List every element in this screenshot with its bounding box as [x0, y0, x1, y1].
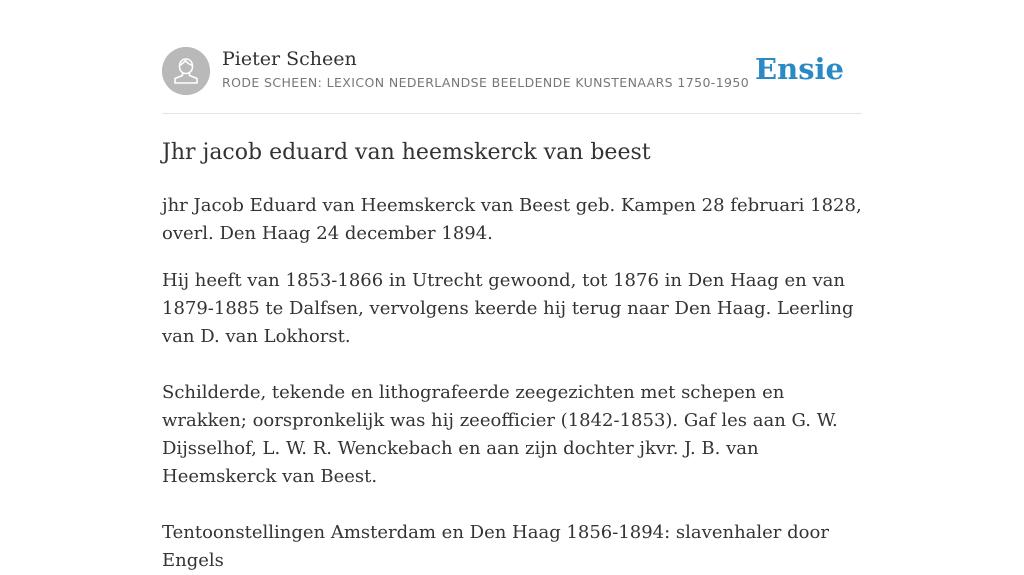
article-paragraph-3: Schilderde, tekende en lithografeerde zeegezichten met schepen en wrakken; oorspronkelijk was hij zeeofficier (1842-1853). Gaf les aan G. W. Dijsselhof, L. W. R. Wenckebach en aan zijn dochter jkvr. J. B. van Heemskerck van Beest.: [162, 382, 838, 487]
author-name[interactable]: Pieter Scheen: [222, 48, 357, 70]
source-title[interactable]: RODE SCHEEN: LEXICON NEDERLANDSE BEELDENDE KUNSTENAARS 1750-1950: [222, 75, 750, 90]
article: [162, 137, 862, 575]
author-avatar[interactable]: [162, 47, 210, 95]
article-title: Jhr jacob eduard van heemskerck van beest: [162, 140, 651, 165]
ensie-logo[interactable]: Ensie: [755, 52, 844, 86]
article-paragraph-1: jhr Jacob Eduard van Heemskerck van Beest geb. Kampen 28 februari 1828, overl. Den Haag 24 december 1894.: [162, 195, 862, 244]
article-paragraph-2: Hij heeft van 1853-1866 in Utrecht gewoond, tot 1876 in Den Haag en van 1879-1885 te Dalfsen, vervolgens keerde hij terug naar Den Haag. Leerling van D. van Lokhorst.: [162, 270, 854, 347]
entry-header: [162, 47, 862, 114]
user-icon: [162, 47, 210, 95]
article-paragraph-4: Tentoonstellingen Amsterdam en Den Haag 1856-1894: slavenhaler door Engels: [162, 522, 829, 571]
